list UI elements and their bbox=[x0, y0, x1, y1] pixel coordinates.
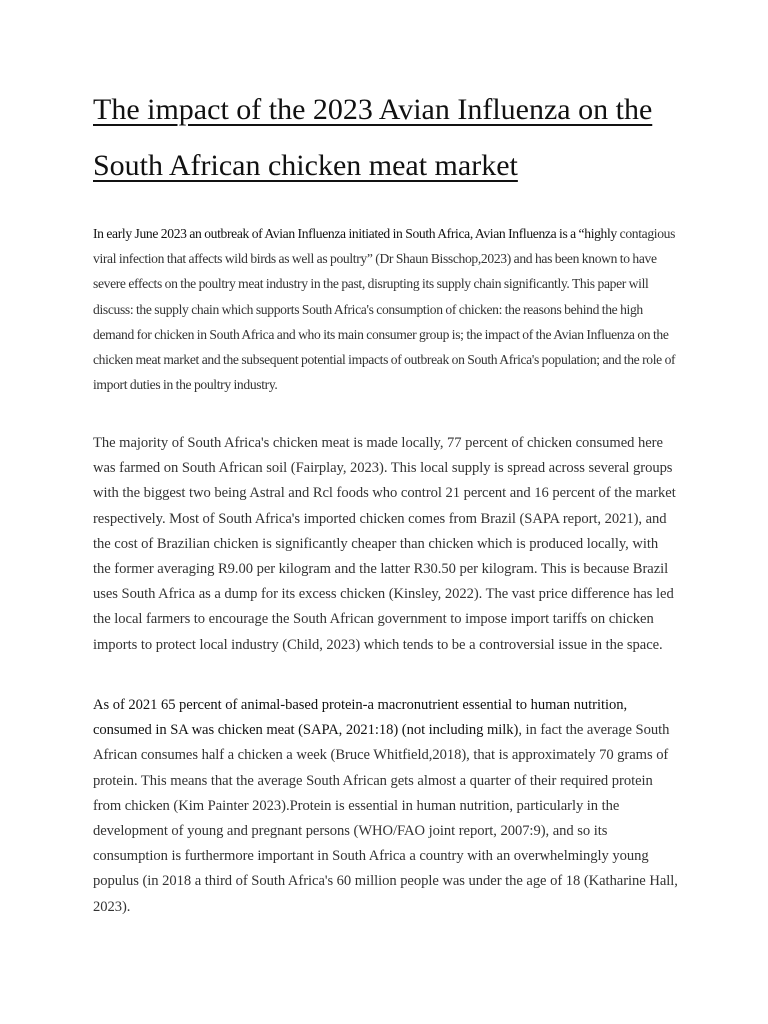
paragraph-protein-lead: As of 2021 65 percent of animal-based protein-a macronutrient essential to human nutrition, consumed in SA was chicken meat (SAPA, 2021:18) (not including milk) bbox=[93, 697, 628, 739]
paragraph-supply-chain: The majority of South Africa's chicken meat is made locally, 77 percent of chicken consumed here was farmed on South African soil (Fairplay, 2023). This local supply is spread across several groups with the biggest two being Astral and Rcl foods who control 21 percent and 16 percent of the market respectively. Most of South Africa's imported chicken comes from Brazil (SAPA report, 2021), and the cost of Brazilian chicken is significantly cheaper than chicken which is produced locally, with the former averaging R9.00 per kilogram and the latter R30.50 per kilogram. This is because Brazil uses South Africa as a dump for its excess chicken (Kinsley, 2022). The vast price difference has led the local farmers to encourage the South African government to impose import tariffs on chicken imports to protect local industry (Child, 2023) which tends to be a controversial issue in the space. bbox=[93, 435, 676, 653]
paragraph-protein bbox=[93, 693, 678, 920]
paragraph-intro-rest: contagious viral infection that affects wild birds as well as poultry” (Dr Shaun Bisschop,2023) and has been known to have severe effects on the poultry meat industry in the past, disrupting its supply chain significantly. This paper will discuss: the supply chain which supports South Africa's consumption of chicken: the reasons behind the high demand for chicken in South Africa and who its main consumer group is; the impact of the Avian Influenza on the chicken meat market and the subsequent potential impacts of outbreak on South Africa's population; and the role of import duties in the poultry industry. bbox=[93, 226, 676, 393]
document-title: The impact of the 2023 Avian Influenza on the South African chicken meat market bbox=[93, 93, 653, 182]
paragraph-intro bbox=[93, 221, 678, 397]
paragraph-protein-rest: , in fact the average South African consumes half a chicken a week (Bruce Whitfield,2018), that is approximately 70 grams of protein. This means that the average South African gets almost a quarter of their required protein from chicken (Kim Painter 2023).Protein is essential in human nutrition, particularly in the development of young and pregnant persons (WHO/FAO joint report, 2007:9), and so its consumption is furthermore important in South Africa a country with an overwhelmingly young populus (in 2018 a third of South Africa's 60 million people was under the age of 18 (Katharine Hall, 2023). bbox=[93, 722, 678, 915]
paragraph-intro-lead: In early June 2023 an outbreak of Avian Influenza initiated in South Africa, Avian Influenza is a “highly bbox=[93, 226, 617, 241]
